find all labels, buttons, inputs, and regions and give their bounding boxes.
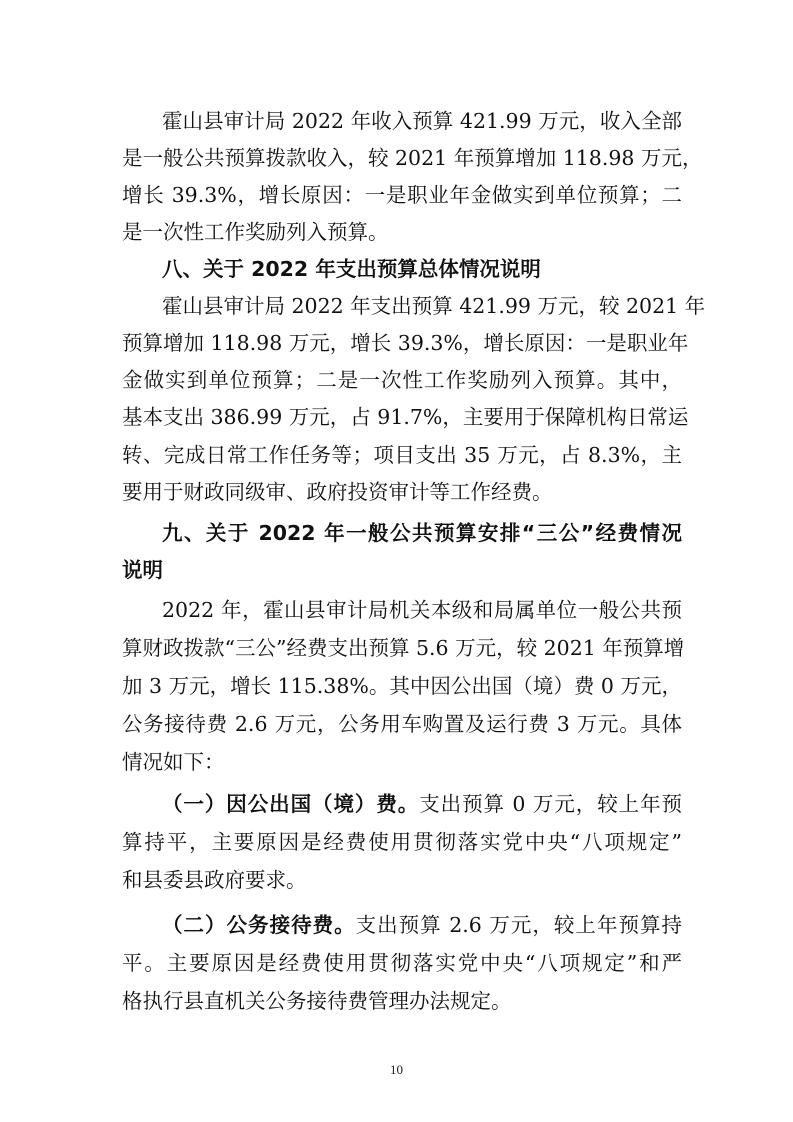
section-heading: 九、关于 2022 年一般公共预算安排“三公”经费情况	[162, 521, 682, 545]
paragraph-line: 是一般公共预算拨款收入，较 2021 年预算增加 118.98 万元，	[122, 146, 703, 170]
item-text: 支出预算 2.6 万元，较上年预算持	[355, 913, 682, 937]
section-heading-continued: 说明	[122, 558, 163, 582]
paragraph-line: 算财政拨款“三公”经费支出预算 5.6 万元，较 2021 年预算增	[122, 636, 685, 660]
list-item-line	[162, 910, 682, 940]
paragraph-line: 2022 年，霍山县审计局机关本级和局属单位一般公共预	[162, 598, 682, 622]
paragraph-line: 霍山县审计局 2022 年支出预算 421.99 万元，较 2021 年	[162, 294, 706, 318]
paragraph-line: 算持平，主要原因是经费使用贯彻落实党中央“八项规定”	[122, 830, 682, 854]
paragraph-line: 公务接待费 2.6 万元，公务用车购置及运行费 3 万元。具体	[122, 712, 682, 736]
section-heading: 八、关于 2022 年支出预算总体情况说明	[162, 257, 541, 281]
paragraph-line: 金做实到单位预算；二是一次性工作奖励列入预算。其中，	[122, 368, 682, 392]
paragraph-line: 平。主要原因是经费使用贯彻落实党中央“八项规定”和严	[122, 951, 682, 975]
item-text: 支出预算 0 万元，较上年预	[419, 792, 683, 816]
paragraph-line: 是一次性工作奖励列入预算。	[122, 220, 389, 244]
paragraph-line: 和县委县政府要求。	[122, 868, 307, 892]
paragraph-line: 加 3 万元，增长 115.38%。其中因公出国（境）费 0 万元，	[122, 674, 682, 698]
paragraph-line: 要用于财政同级审、政府投资审计等工作经费。	[122, 480, 553, 504]
page-number: 10	[390, 1062, 403, 1077]
paragraph-line: 预算增加 118.98 万元，增长 39.3%，增长原因：一是职业年	[122, 331, 689, 355]
paragraph-line: 霍山县审计局 2022 年收入预算 421.99 万元，收入全部	[162, 109, 682, 133]
paragraph-line: 转、完成日常工作任务等；项目支出 35 万元，占 8.3%，主	[122, 443, 682, 467]
paragraph-line: 格执行县直机关公务接待费管理办法规定。	[122, 989, 512, 1013]
list-item-line	[162, 789, 682, 819]
item-label: （二）公务接待费。	[162, 913, 356, 937]
item-label: （一）因公出国（境）费。	[162, 792, 420, 816]
paragraph-line: 基本支出 386.99 万元，占 91.7%，主要用于保障机构日常运	[122, 405, 689, 429]
paragraph-line: 增长 39.3%，增长原因：一是职业年金做实到单位预算；二	[122, 183, 682, 207]
paragraph-line: 情况如下：	[122, 750, 225, 774]
